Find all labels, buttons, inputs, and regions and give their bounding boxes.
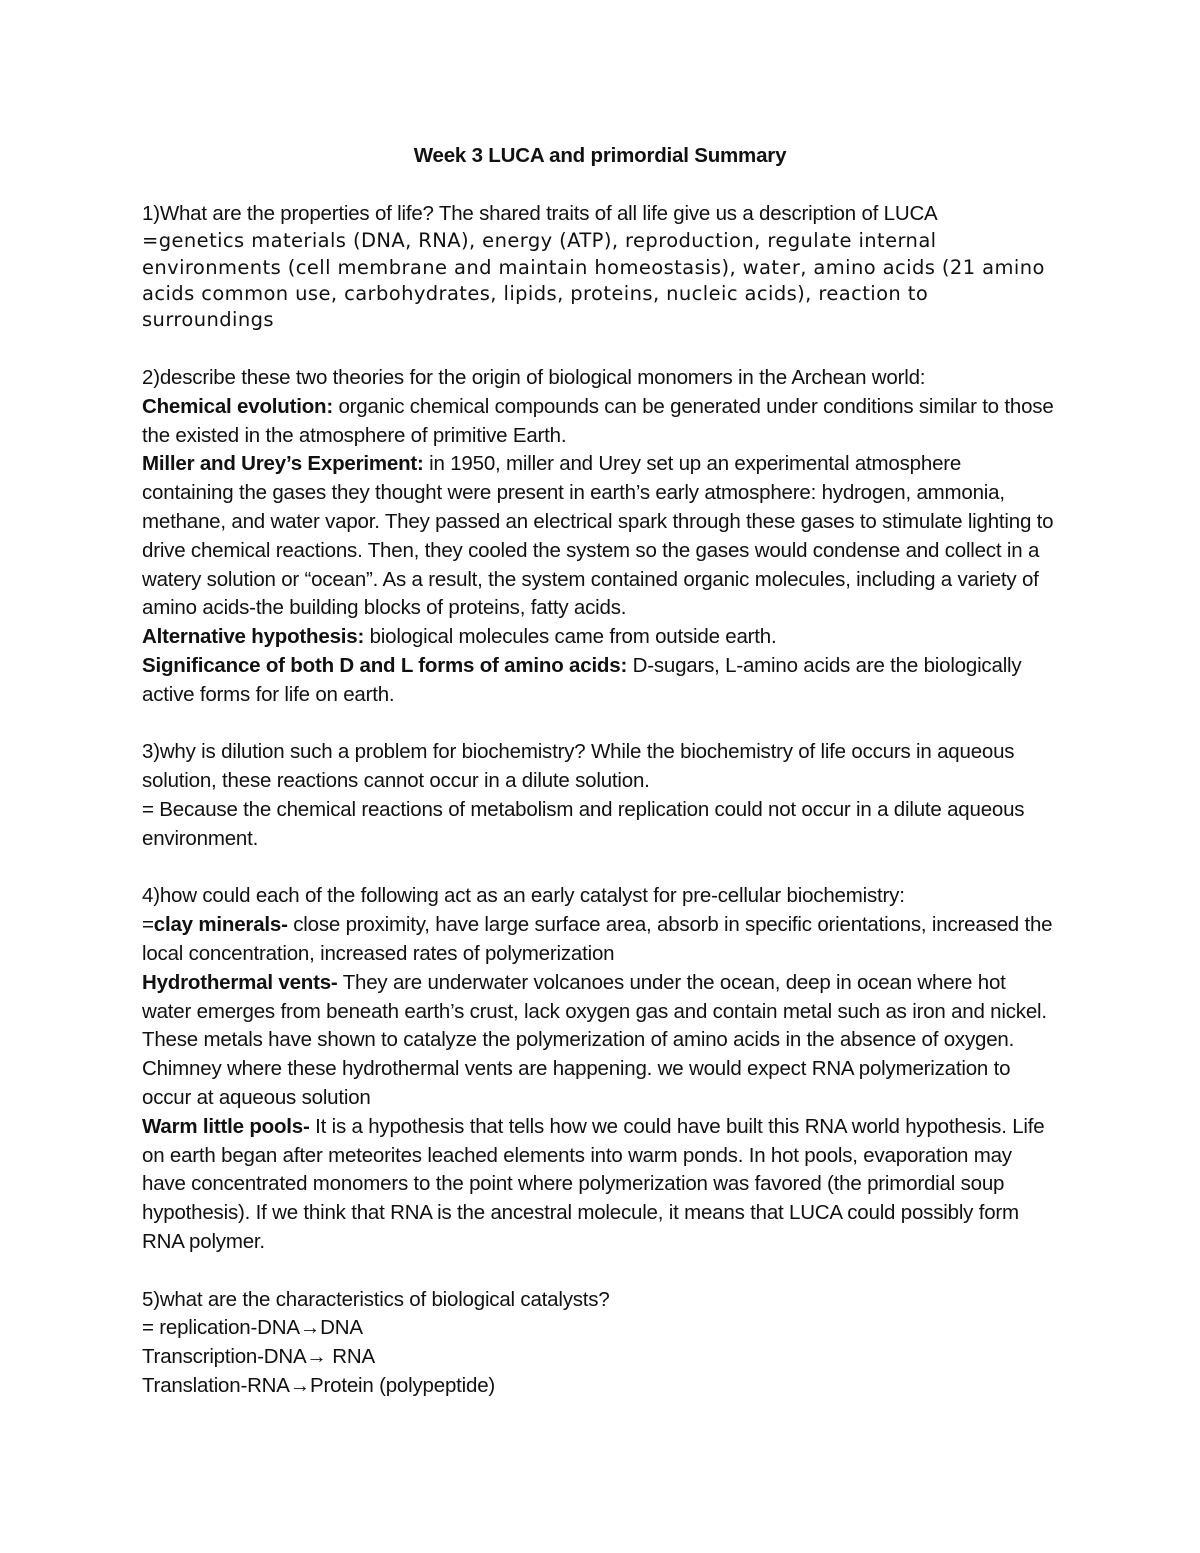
chemical-evolution-label: Chemical evolution: bbox=[142, 394, 333, 418]
hydrothermal-vents-text: They are underwater volcanoes under the ocean, deep in ocean where hot water emerges from beneath earth’s crust, lack oxygen gas and contain metal such as iron and nickel. These metals have shown to catalyze the polymerization of amino acids in the absence of oxygen. Chimney where these hydrothermal vents are happening. we would expect RNA polymerization to occur at aqueous solution bbox=[142, 970, 1047, 1109]
q5-translation: Translation-RNA→Protein (polypeptide) bbox=[142, 1373, 496, 1397]
q2-significance bbox=[142, 652, 1058, 710]
hydrothermal-vents-label: Hydrothermal vents- bbox=[142, 970, 338, 994]
alternative-hypothesis-text: biological molecules came from outside earth. bbox=[364, 625, 777, 649]
miller-urey-text: in 1950, miller and Urey set up an experimental atmosphere containing the gases they thought were present in earth’s early atmosphere: hydrogen, ammonia, methane, and water vapor. They passed an electrical spark through these gases to stimulate lighting to drive chemical reactions. Then, they cooled the system so the gases would condense and collect in a watery solution or “ocean”. As a result, the system contained organic molecules, including a variety of amino acids-the building blocks of proteins, fatty acids. bbox=[142, 452, 1054, 620]
q4-warm-little-pools bbox=[142, 1113, 1058, 1257]
q1-question: 1)What are the properties of life? The shared traits of all life give us a description of LUCA bbox=[142, 201, 938, 225]
spacer bbox=[142, 710, 1058, 739]
significance-text: D-sugars, L-amino acids are the biologically active forms for life on earth. bbox=[142, 653, 1022, 706]
warm-little-pools-label: Warm little pools- bbox=[142, 1114, 310, 1138]
clay-minerals-text: close proximity, have large surface area, absorb in specific orientations, increased the local concentration, increased rates of polymerization bbox=[142, 913, 1053, 965]
q2-miller-urey bbox=[142, 450, 1058, 623]
q2-question: 2)describe these two theories for the origin of biological monomers in the Archean world: bbox=[142, 366, 926, 389]
clay-prefix: = bbox=[142, 913, 154, 937]
q4-question: 4)how could each of the following act as an early catalyst for pre-cellular biochemistry: bbox=[142, 884, 905, 908]
q4-hydrothermal-vents bbox=[142, 969, 1058, 1113]
q2-alternative-hypothesis bbox=[142, 623, 1058, 652]
document-body bbox=[142, 142, 1058, 1401]
q5-replication: = replication-DNA→DNA bbox=[142, 1316, 363, 1340]
alternative-hypothesis-label: Alternative hypothesis: bbox=[142, 625, 365, 649]
miller-urey-label: Miller and Urey’s Experiment: bbox=[142, 452, 424, 476]
q2-chemical-evolution bbox=[142, 393, 1058, 451]
q4-clay-minerals bbox=[142, 911, 1058, 969]
spacer bbox=[142, 171, 1058, 200]
q5-question: 5)what are the characteristics of biological catalysts? bbox=[142, 1287, 610, 1311]
significance-label: Significance of both D and L forms of amino acids: bbox=[142, 653, 628, 677]
clay-minerals-label: clay minerals- bbox=[153, 913, 288, 937]
q5-transcription: Transcription-DNA→ RNA bbox=[142, 1345, 375, 1369]
q3-answer: = Because the chemical reactions of metabolism and replication could not occur in a dilute aqueous environment. bbox=[142, 797, 1025, 850]
warm-little-pools-text: It is a hypothesis that tells how we could have built this RNA world hypothesis. Life on earth began after meteorites leached elements into warm ponds. In hot pools, evaporation may have concentrated monomers to the point where polymerization was favored (the primordial soup hypothesis). If we think that RNA is the ancestral molecule, it means that LUCA could possibly form RNA polymer. bbox=[142, 1114, 1045, 1253]
q3-question: 3)why is dilution such a problem for biochemistry? While the biochemistry of life occurs in aqueous solution, these reactions cannot occur in a dilute solution. bbox=[142, 740, 1015, 793]
q1-answer: =genetics materials (DNA, RNA), energy (ATP), reproduction, regulate internal environments (cell membrane and maintain homeostasis), water, amino acids (21 amino acids common use, carbohydrates, lipids, proteins, nucleic acids), reaction to surroundings bbox=[142, 229, 1045, 331]
spacer bbox=[142, 854, 1058, 883]
chemical-evolution-text: organic chemical compounds can be generated under conditions similar to those the existed in the atmosphere of primitive Earth. bbox=[142, 394, 1054, 447]
spacer bbox=[142, 1257, 1058, 1286]
document-title: Week 3 LUCA and primordial Summary bbox=[413, 144, 787, 167]
spacer bbox=[142, 335, 1058, 364]
